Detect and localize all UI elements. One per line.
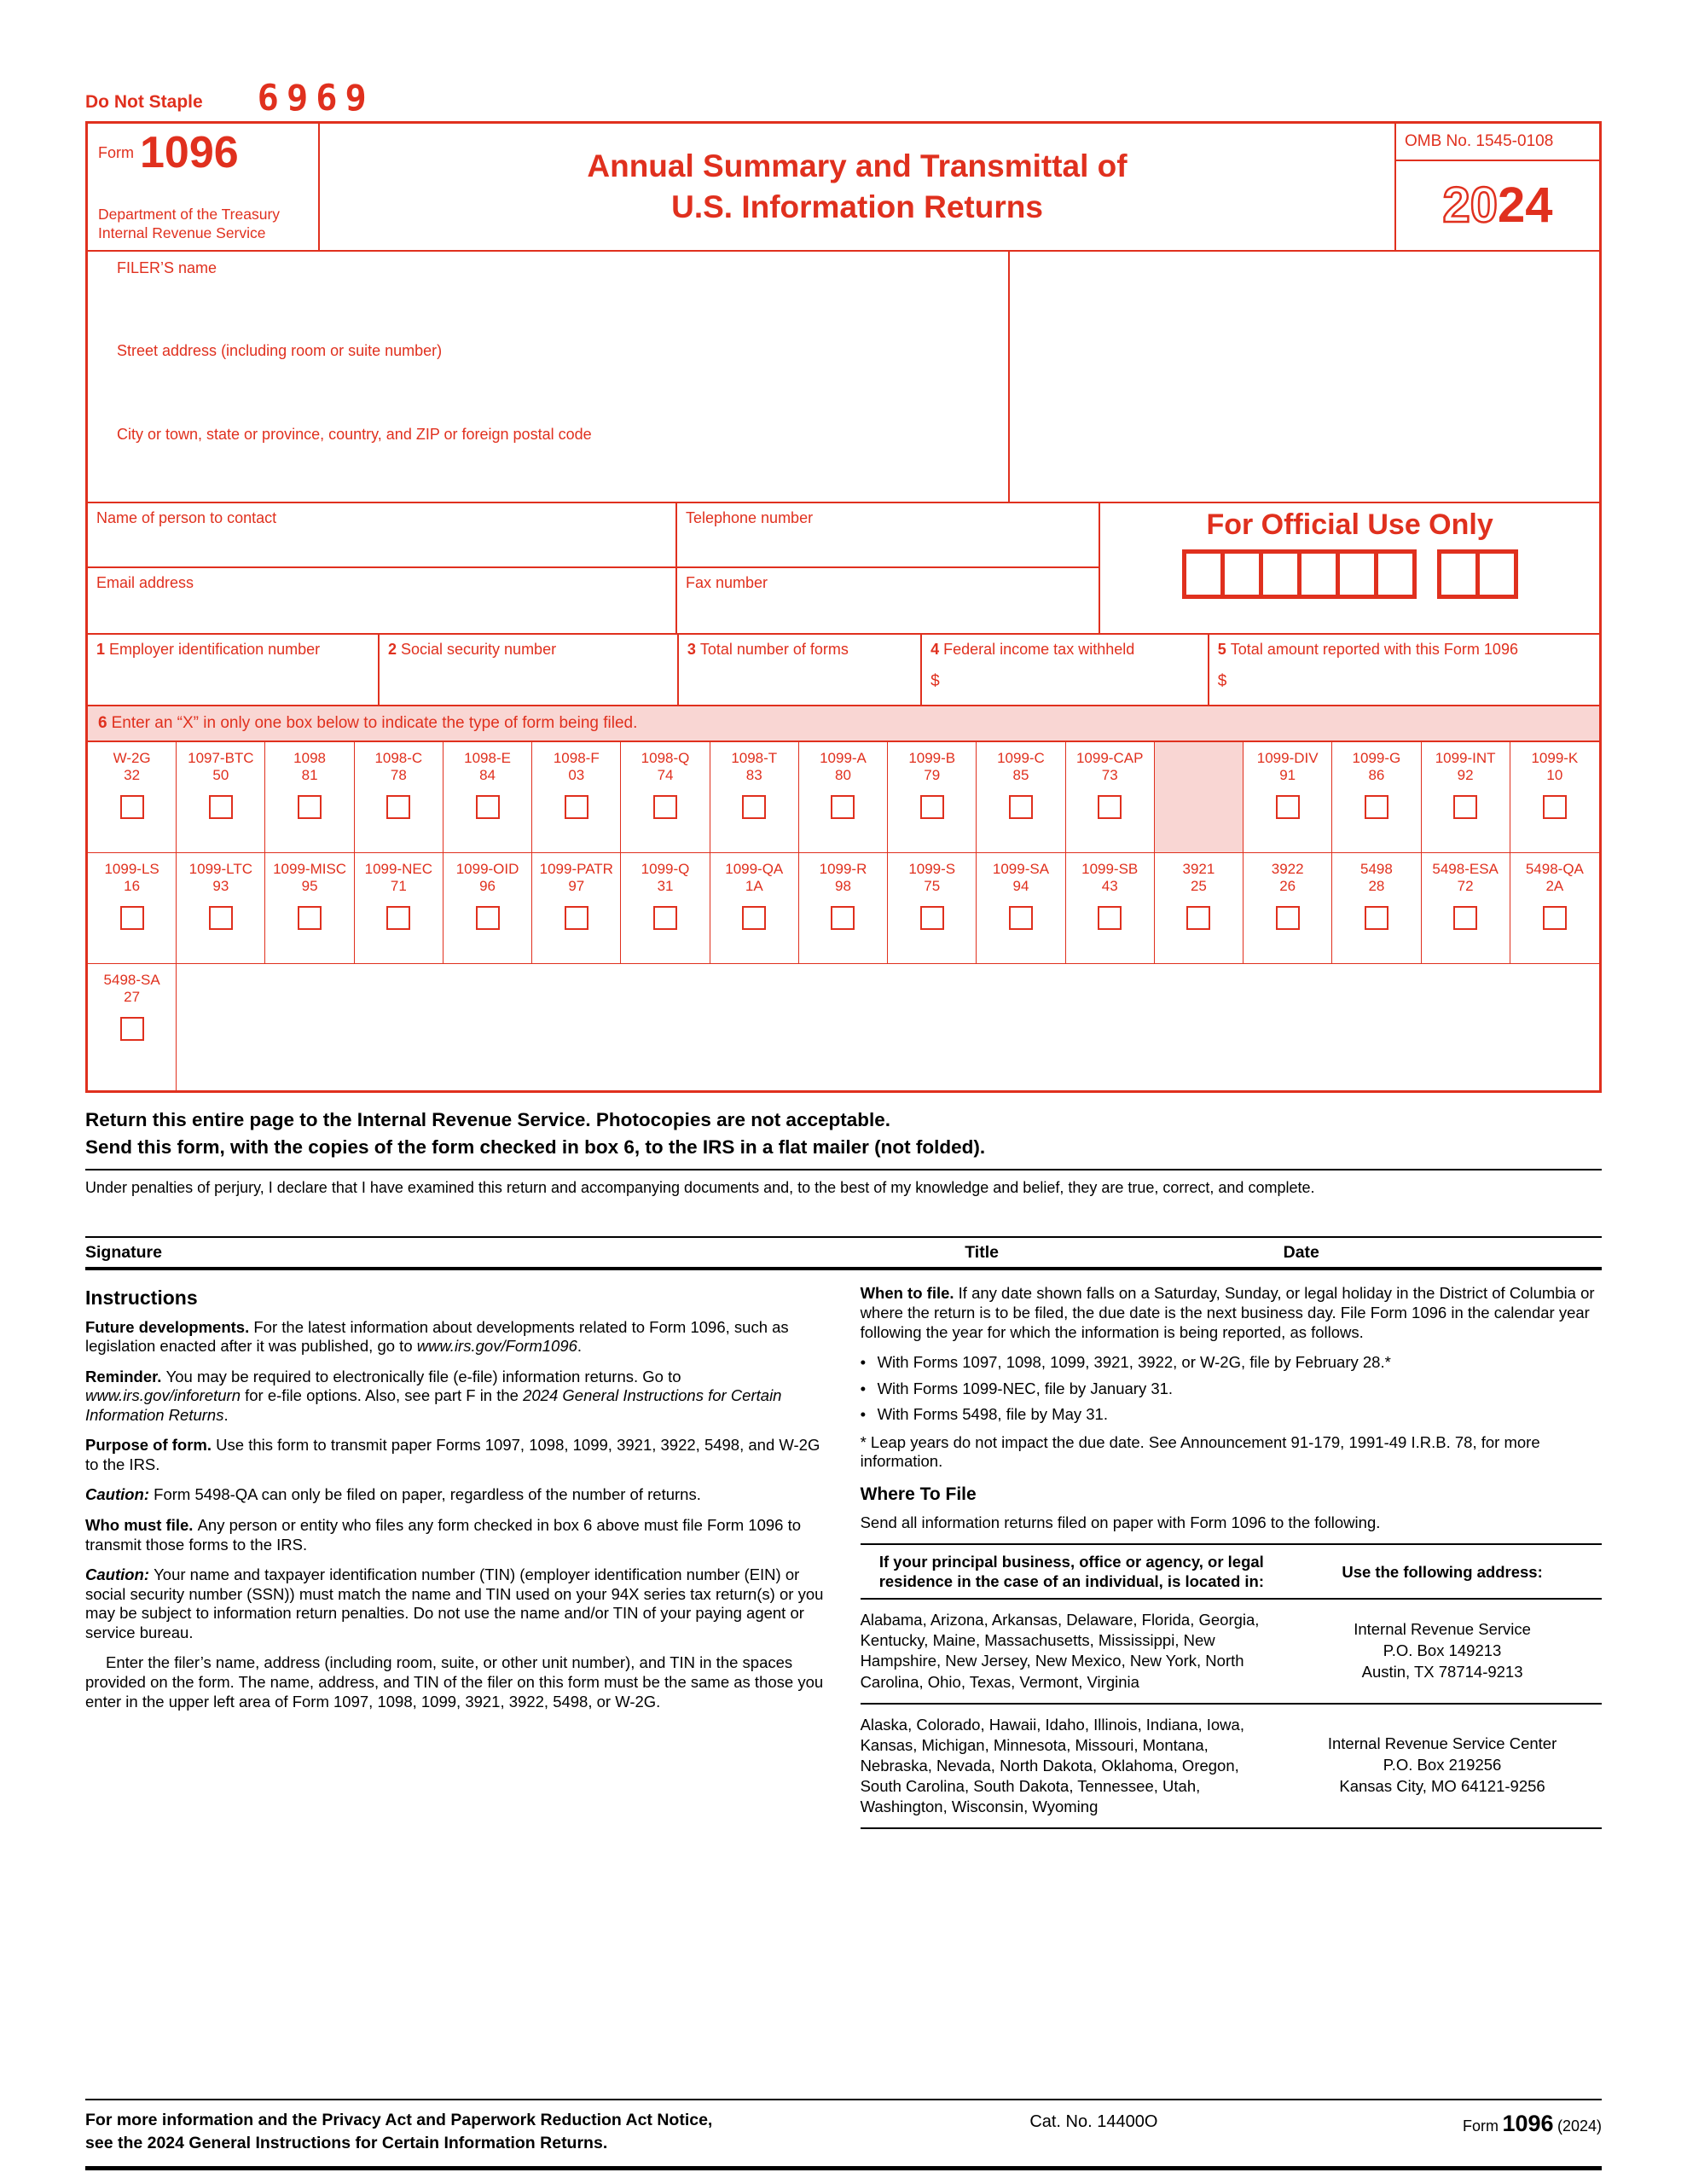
- where-to-file-title: Where To File: [860, 1484, 977, 1504]
- form-type-cell-empty: [177, 964, 1599, 1090]
- street-address-label: Street address (including room or suite number): [117, 342, 443, 360]
- official-use-box: [1182, 549, 1225, 599]
- form-type-code: 85: [1012, 767, 1029, 784]
- form-type-label: 1099-C: [997, 749, 1045, 766]
- where-row-kansas-city: [861, 1705, 1602, 1829]
- form-type-code: 26: [1279, 878, 1296, 895]
- form-type-cell-1099-r: [799, 853, 888, 963]
- form-type-cell-1099-q: [621, 853, 710, 963]
- field-number: 1: [96, 640, 106, 658]
- footer-form-word: Form: [1462, 2117, 1499, 2135]
- checkbox-1097-btc[interactable]: [209, 795, 233, 819]
- box6-instruction: [88, 706, 1599, 742]
- form-type-code: 43: [1101, 878, 1118, 895]
- where-to-file-table: [861, 1543, 1602, 1829]
- form-type-code: 93: [212, 878, 229, 895]
- field-number: 2: [387, 640, 397, 658]
- form-type-cell-w-2g: [88, 742, 177, 852]
- form-type-cell-5498-sa: [88, 964, 177, 1090]
- form-type-label: 3922: [1271, 860, 1304, 877]
- instructions-left-column: [85, 1284, 826, 1828]
- form-type-code: 73: [1101, 767, 1118, 784]
- city-state-zip-field[interactable]: [88, 418, 1008, 502]
- form-type-code: 95: [301, 878, 318, 895]
- form-type-cell-1099-sb: [1066, 853, 1155, 963]
- do-not-staple-label: Do Not Staple: [85, 91, 203, 112]
- form-type-label: 1099-SB: [1081, 860, 1139, 877]
- form-type-cell-1099-qa: [710, 853, 799, 963]
- box6-instruction-text: Enter an “X” in only one box below to indicate the type of form being filed.: [111, 713, 638, 732]
- form-type-cell-3922: [1244, 853, 1332, 963]
- checkbox-1099-nec[interactable]: [386, 906, 410, 930]
- checkbox-1099-patr[interactable]: [565, 906, 588, 930]
- form-type-label: 3921: [1182, 860, 1215, 877]
- form-type-grid: [88, 742, 1599, 1090]
- form-type-label: 1099-A: [820, 749, 867, 766]
- form-type-label: W-2G: [113, 749, 151, 766]
- form-type-code: 50: [212, 767, 229, 784]
- checkbox-1099-sb[interactable]: [1098, 906, 1122, 930]
- instruction-paragraph: Future developments. For the latest information about developments related to Form 1096, such as legislation enacted after it was published, go to www.irs.gov/Form1096.: [85, 1317, 789, 1356]
- form-type-label: 1099-G: [1352, 749, 1401, 766]
- footer-notice-line2: see the 2024 General Instructions for Certain Information Returns.: [85, 2133, 608, 2152]
- checkbox-3922[interactable]: [1276, 906, 1300, 930]
- form-type-code: 74: [657, 767, 674, 784]
- form-type-cell-5498-qa: [1510, 853, 1599, 963]
- instructions-right-items: [861, 1284, 1602, 1532]
- form-type-cell-1099-div: [1244, 742, 1332, 852]
- form-type-label: 1099-CAP: [1075, 749, 1144, 766]
- form-frame: [85, 121, 1602, 1093]
- checkbox-1099-c[interactable]: [1009, 795, 1033, 819]
- telephone-label: Telephone number: [685, 508, 814, 526]
- footer-form-year: (2024): [1557, 2117, 1602, 2135]
- total-amount-field[interactable]: [1209, 635, 1599, 705]
- signature-input-area[interactable]: [85, 1197, 1602, 1236]
- checkbox-5498[interactable]: [1365, 906, 1388, 930]
- tax-year-solid: 24: [1498, 177, 1553, 234]
- checkbox-1099-oid[interactable]: [476, 906, 500, 930]
- form-type-row: [88, 742, 1599, 853]
- form-type-cell-1098: [265, 742, 354, 852]
- form-type-cell-1098-f: [532, 742, 621, 852]
- form-title-line2: U.S. Information Returns: [671, 189, 1043, 224]
- instructions-section: [85, 1284, 1602, 1828]
- instruction-paragraph: Who must file. Any person or entity who files any form checked in box 6 above must file Form 1096 to transmit those forms to the IRS.: [85, 1516, 802, 1554]
- form-title-line1: Annual Summary and Transmittal of: [587, 148, 1128, 183]
- form-type-cell-1098-c: [355, 742, 443, 852]
- form-type-cell-1099-ls: [88, 853, 177, 963]
- form-type-code: 83: [745, 767, 762, 784]
- bullet-icon: •: [860, 1353, 867, 1372]
- form-type-label: 1098-Q: [641, 749, 690, 766]
- filer-name-label: FILER’S name: [117, 258, 217, 276]
- footer-notice: [85, 2109, 919, 2154]
- address-line: P.O. Box 149213: [1383, 1641, 1502, 1659]
- checkbox-5498-esa[interactable]: [1453, 906, 1477, 930]
- form-type-label: 1098: [293, 749, 326, 766]
- form-type-code: 31: [657, 878, 674, 895]
- instruction-paragraph: Send all information returns filed on paper with Form 1096 to the following.: [860, 1513, 1381, 1531]
- staple-row: [85, 77, 1602, 119]
- official-use-area: [1100, 503, 1599, 633]
- field-number: 5: [1217, 640, 1226, 658]
- summary-fields: [88, 635, 1599, 706]
- telephone-field[interactable]: [677, 503, 1100, 566]
- bullet-text: With Forms 1099-NEC, file by January 31.: [877, 1379, 1174, 1397]
- form-type-label: 1099-MISC: [273, 860, 347, 877]
- checkbox-1099-b[interactable]: [920, 795, 944, 819]
- form-type-label: 1098-T: [731, 749, 778, 766]
- dollar-sign: $: [930, 671, 940, 690]
- instruction-paragraph: Reminder. You may be required to electronically file (e-file) information returns. Go to www.irs.gov/inforeturn for e-file options. Also, see part F in the 2024 General Instructions for Certain Information Returns.: [85, 1367, 782, 1424]
- ein-label: Employer identification number: [109, 640, 321, 658]
- checkbox-1099-misc[interactable]: [298, 906, 322, 930]
- bullet-icon: •: [860, 1379, 867, 1397]
- form-type-label: 1099-R: [819, 860, 867, 877]
- form-type-code: 1A: [745, 878, 763, 895]
- form-type-code: 28: [1368, 878, 1385, 895]
- form-type-label: 1099-B: [908, 749, 956, 766]
- page-footer: [85, 2099, 1602, 2170]
- form-type-code: 79: [924, 767, 941, 784]
- tax-withheld-label: Federal income tax withheld: [943, 640, 1135, 658]
- form-type-cell-1099-a: [799, 742, 888, 852]
- form-type-label: 1098-F: [553, 749, 600, 766]
- form-type-label: 1099-Q: [641, 860, 690, 877]
- form-title: [320, 124, 1394, 250]
- official-use-label: For Official Use Only: [1206, 508, 1493, 541]
- form-type-cell-3921: [1155, 853, 1244, 963]
- bullet-icon: •: [860, 1405, 867, 1424]
- official-use-boxes: [1100, 549, 1599, 599]
- filing-deadline-bullet: [861, 1405, 1602, 1425]
- form-type-cell-1098-e: [443, 742, 532, 852]
- official-use-box: [1259, 549, 1301, 599]
- form-type-row: [88, 853, 1599, 964]
- leap-year-footnote: * Leap years do not impact the due date. See Announcement 91-179, 1991-49 I.R.B. 78, for more information.: [860, 1432, 1540, 1471]
- checkbox-1099-k[interactable]: [1543, 795, 1567, 819]
- form-type-code: 32: [124, 767, 141, 784]
- form-type-code: 75: [924, 878, 941, 895]
- footer-form-number: 1096: [1502, 2111, 1554, 2137]
- form-type-cell-1098-t: [710, 742, 799, 852]
- where-header-right: Use the following address:: [1342, 1562, 1543, 1581]
- form-type-label: 5498-QA: [1525, 860, 1584, 877]
- form-type-code: 98: [835, 878, 851, 895]
- checkbox-1099-cap[interactable]: [1098, 795, 1122, 819]
- filer-fields: [88, 252, 1010, 502]
- tax-year: [1396, 161, 1599, 250]
- where-row-austin: [861, 1600, 1602, 1704]
- checkbox-1098-f[interactable]: [565, 795, 588, 819]
- checkbox-5498-qa[interactable]: [1543, 906, 1567, 930]
- form-word: Form: [98, 143, 134, 161]
- checkbox-1098-c[interactable]: [386, 795, 410, 819]
- form-type-label: 1099-S: [908, 860, 956, 877]
- mailing-address: [1283, 1734, 1602, 1798]
- form-type-cell-5498-esa: [1422, 853, 1510, 963]
- title-label: Title: [965, 1243, 999, 1263]
- form-type-code: 91: [1279, 767, 1296, 784]
- checkbox-w-2g[interactable]: [120, 795, 144, 819]
- form-type-label: 1097-BTC: [188, 749, 254, 766]
- official-use-box: [1475, 549, 1518, 599]
- official-use-box: [1336, 549, 1378, 599]
- official-use-box: [1437, 549, 1480, 599]
- checkbox-1099-s[interactable]: [920, 906, 944, 930]
- official-use-box-group: [1182, 549, 1417, 599]
- checkbox-1099-int[interactable]: [1453, 795, 1477, 819]
- checkbox-1098-t[interactable]: [742, 795, 766, 819]
- checkbox-1099-ltc[interactable]: [209, 906, 233, 930]
- form-type-label: 1099-LS: [104, 860, 159, 877]
- form-type-label: 5498-SA: [103, 971, 160, 988]
- filer-block: [88, 252, 1599, 503]
- checkbox-1099-r[interactable]: [831, 906, 855, 930]
- form-type-code: 72: [1457, 878, 1474, 895]
- return-notice-line1: Return this entire page to the Internal Revenue Service. Photocopies are not acceptable.: [85, 1108, 891, 1130]
- ein-field[interactable]: [88, 635, 380, 705]
- tax-year-outline: 20: [1442, 177, 1498, 234]
- contact-person-field[interactable]: [88, 503, 677, 566]
- ssn-field[interactable]: [380, 635, 679, 705]
- form-type-cell-1099-nec: [355, 853, 443, 963]
- tax-withheld-field[interactable]: [922, 635, 1209, 705]
- form-type-label: 1099-K: [1531, 749, 1579, 766]
- total-forms-label: Total number of forms: [699, 640, 849, 658]
- checkbox-1099-g[interactable]: [1365, 795, 1388, 819]
- filer-name-field[interactable]: [88, 252, 1008, 335]
- form-type-label: 1099-PATR: [539, 860, 613, 877]
- form-type-cell-1099-int: [1422, 742, 1510, 852]
- footer-form-id: [1268, 2109, 1602, 2137]
- form-type-code: 97: [568, 878, 585, 895]
- service-line: Internal Revenue Service: [98, 224, 266, 241]
- address-line: Internal Revenue Service: [1354, 1620, 1531, 1639]
- checkbox-1098-q[interactable]: [653, 795, 677, 819]
- email-field[interactable]: [88, 568, 677, 633]
- catalog-number: Cat. No. 14400O: [1029, 2112, 1158, 2132]
- form-header: [88, 124, 1599, 252]
- fax-field[interactable]: [677, 568, 1100, 633]
- official-use-box: [1220, 549, 1263, 599]
- form-type-cell-1099-c: [977, 742, 1065, 852]
- form-type-code: 78: [390, 767, 407, 784]
- divider: [85, 1169, 1602, 1170]
- ssn-label: Social security number: [401, 640, 557, 658]
- footer-notice-line1: For more information and the Privacy Act and Paperwork Reduction Act Notice,: [85, 2111, 713, 2130]
- form-type-cell-1098-q: [621, 742, 710, 852]
- checkbox-1099-div[interactable]: [1276, 795, 1300, 819]
- form-number: 1096: [140, 127, 239, 177]
- checkbox-1099-qa[interactable]: [742, 906, 766, 930]
- form-type-label: 1099-DIV: [1256, 749, 1319, 766]
- form-type-label: 1098-C: [374, 749, 423, 766]
- form-type-cell-1099-g: [1332, 742, 1421, 852]
- official-use-box: [1297, 549, 1340, 599]
- form-number-block: [88, 124, 320, 250]
- checkbox-1099-sa[interactable]: [1009, 906, 1033, 930]
- instruction-paragraph: When to file. If any date shown falls on a Saturday, Sunday, or legal holiday in the District of Columbia or where the return is to be filed, the due date is the next business day. File Form 1096 in the calendar year following the year for which the information is being reported, as follows.: [860, 1284, 1595, 1341]
- form-type-code: 03: [568, 767, 585, 784]
- states-list: Alabama, Arizona, Arkansas, Delaware, Florida, Georgia, Kentucky, Maine, Massachusetts, Mississippi, New Hampshire, New Jersey, New Mexico, New York, North Carolina, Ohio, Texas, Vermont, Virginia: [860, 1611, 1260, 1691]
- form-type-cell-1099-b: [888, 742, 977, 852]
- form-type-code: 94: [1012, 878, 1029, 895]
- form-type-cell-1099-s: [888, 853, 977, 963]
- checkbox-1099-a[interactable]: [831, 795, 855, 819]
- instruction-paragraph: Caution: Your name and taxpayer identification number (TIN) (employer identification number (EIN) or social security number (SSN)) must match the name and TIN used on your 94X series tax return(s) or you may be subject to information return penalties. Do not use the name and/or TIN of your paying agent or service bureau.: [85, 1565, 824, 1641]
- instruction-paragraph: Purpose of form. Use this form to transmit paper Forms 1097, 1098, 1099, 3921, 3922, 5498, and W-2G to the IRS.: [85, 1436, 820, 1473]
- signature-row: [85, 1236, 1602, 1267]
- form-type-label: 1099-LTC: [188, 860, 253, 877]
- form-type-code: 2A: [1545, 878, 1564, 895]
- checkbox-1099-ls[interactable]: [120, 906, 144, 930]
- form-type-cell-1099-oid: [443, 853, 532, 963]
- where-header-left: If your principal business, office or agency, or legal residence in the case of an individual, is located in:: [878, 1553, 1265, 1591]
- return-notice-line2: Send this form, with the copies of the form checked in box 6, to the IRS in a flat mailer (not folded).: [85, 1136, 986, 1158]
- form-type-cell-1099-sa: [977, 853, 1065, 963]
- print-code: 6969: [257, 77, 374, 119]
- form-type-code: 80: [835, 767, 851, 784]
- form-type-code: 86: [1368, 767, 1385, 784]
- form-type-code: 71: [390, 878, 407, 895]
- checkbox-1098-e[interactable]: [476, 795, 500, 819]
- where-table-header: [861, 1545, 1602, 1600]
- checkbox-3921[interactable]: [1186, 906, 1210, 930]
- filer-empty-area: [1010, 252, 1599, 502]
- section-divider: [85, 1267, 1602, 1270]
- field-number: 6: [98, 713, 107, 732]
- form-type-label: 1099-OID: [455, 860, 519, 877]
- form-type-cell-1099-k: [1510, 742, 1599, 852]
- form-type-cell-reserved: [1155, 742, 1244, 852]
- filing-deadline-bullet: [861, 1380, 1602, 1399]
- field-number: 4: [930, 640, 940, 658]
- city-state-zip-label: City or town, state or province, country, and ZIP or foreign postal code: [117, 425, 592, 443]
- total-amount-label: Total amount reported with this Form 1096: [1230, 640, 1518, 658]
- instructions-right-column: [861, 1284, 1602, 1828]
- address-line: Internal Revenue Service Center: [1327, 1734, 1557, 1753]
- states-list: Alaska, Colorado, Hawaii, Idaho, Illinois, Indiana, Iowa, Kansas, Michigan, Minnesota, Missouri, Montana, Nebraska, Nevada, North Dakota, Oklahoma, Oregon, South Carolina, South Dakota, Tennessee, Utah, Washington, Wisconsin, Wyoming: [860, 1715, 1244, 1815]
- form-type-label: 1099-NEC: [364, 860, 432, 877]
- street-address-field[interactable]: [88, 334, 1008, 418]
- form-type-cell-1099-misc: [265, 853, 354, 963]
- address-line: Kansas City, MO 64121-9256: [1339, 1777, 1545, 1796]
- dollar-sign: $: [1217, 671, 1227, 690]
- form-type-cell-1099-ltc: [177, 853, 265, 963]
- instruction-paragraph: Caution: Form 5498-QA can only be filed on paper, regardless of the number of returns.: [85, 1485, 701, 1504]
- form-type-code: 81: [301, 767, 318, 784]
- form-type-code: 96: [479, 878, 496, 895]
- form-type-code: 16: [124, 878, 141, 895]
- address-line: Austin, TX 78714-9213: [1361, 1662, 1523, 1681]
- date-label: Date: [1283, 1243, 1319, 1263]
- omb-number: OMB No. 1545-0108: [1396, 124, 1599, 161]
- contact-person-label: Name of person to contact: [96, 508, 277, 526]
- form-type-code: 84: [479, 767, 496, 784]
- form-type-row: [88, 964, 1599, 1090]
- mailing-address: [1283, 1619, 1602, 1683]
- form-type-cell-1097-btc: [177, 742, 265, 852]
- contact-fields: [88, 503, 1100, 633]
- official-use-box-group: [1437, 549, 1518, 599]
- filing-deadline-bullet: [861, 1353, 1602, 1373]
- bullet-text: With Forms 5498, file by May 31.: [877, 1405, 1108, 1424]
- form-type-label: 1099-SA: [992, 860, 1050, 877]
- form-type-code: 10: [1546, 767, 1563, 784]
- form-type-cell-5498: [1332, 853, 1421, 963]
- form-type-label: 5498: [1359, 860, 1393, 877]
- signature-label: Signature: [85, 1243, 162, 1263]
- fax-label: Fax number: [685, 573, 768, 591]
- contact-block: [88, 503, 1599, 635]
- form-type-label: 1099-INT: [1435, 749, 1496, 766]
- field-number: 3: [687, 640, 696, 658]
- address-line: P.O. Box 219256: [1383, 1756, 1502, 1774]
- checkbox-5498-sa[interactable]: [120, 1017, 144, 1041]
- total-forms-field[interactable]: [679, 635, 922, 705]
- perjury-statement: Under penalties of perjury, I declare that I have examined this return and accompanying documents and, to the best of my knowledge and belief, they are true, correct, and complete.: [85, 1179, 1315, 1197]
- form-type-label: 5498-ESA: [1432, 860, 1499, 877]
- checkbox-1099-q[interactable]: [653, 906, 677, 930]
- bullet-text: With Forms 1097, 1098, 1099, 3921, 3922, or W-2G, file by February 28.*: [877, 1353, 1391, 1372]
- form-type-code: 92: [1457, 767, 1474, 784]
- email-label: Email address: [96, 573, 194, 591]
- omb-year-block: [1394, 124, 1599, 250]
- form-type-label: 1099-QA: [725, 860, 784, 877]
- official-use-box: [1374, 549, 1417, 599]
- form-type-code: 27: [124, 989, 141, 1006]
- return-notice: [85, 1107, 1602, 1161]
- department-line: Department of the Treasury: [98, 205, 281, 223]
- instruction-paragraph: Enter the filer’s name, address (including room, suite, or other unit number), and TIN in the spaces provided on the form. The name, address, and TIN of the filer on this form must be the same as those you enter in the upper left area of Form 1097, 1098, 1099, 3921, 3922, 5498, or W-2G.: [85, 1653, 824, 1711]
- form-type-cell-1099-cap: [1066, 742, 1155, 852]
- form-type-label: 1098-E: [464, 749, 511, 766]
- instructions-title: Instructions: [85, 1287, 198, 1310]
- form-type-code: 25: [1190, 878, 1207, 895]
- form-type-cell-1099-patr: [532, 853, 621, 963]
- checkbox-1098[interactable]: [298, 795, 322, 819]
